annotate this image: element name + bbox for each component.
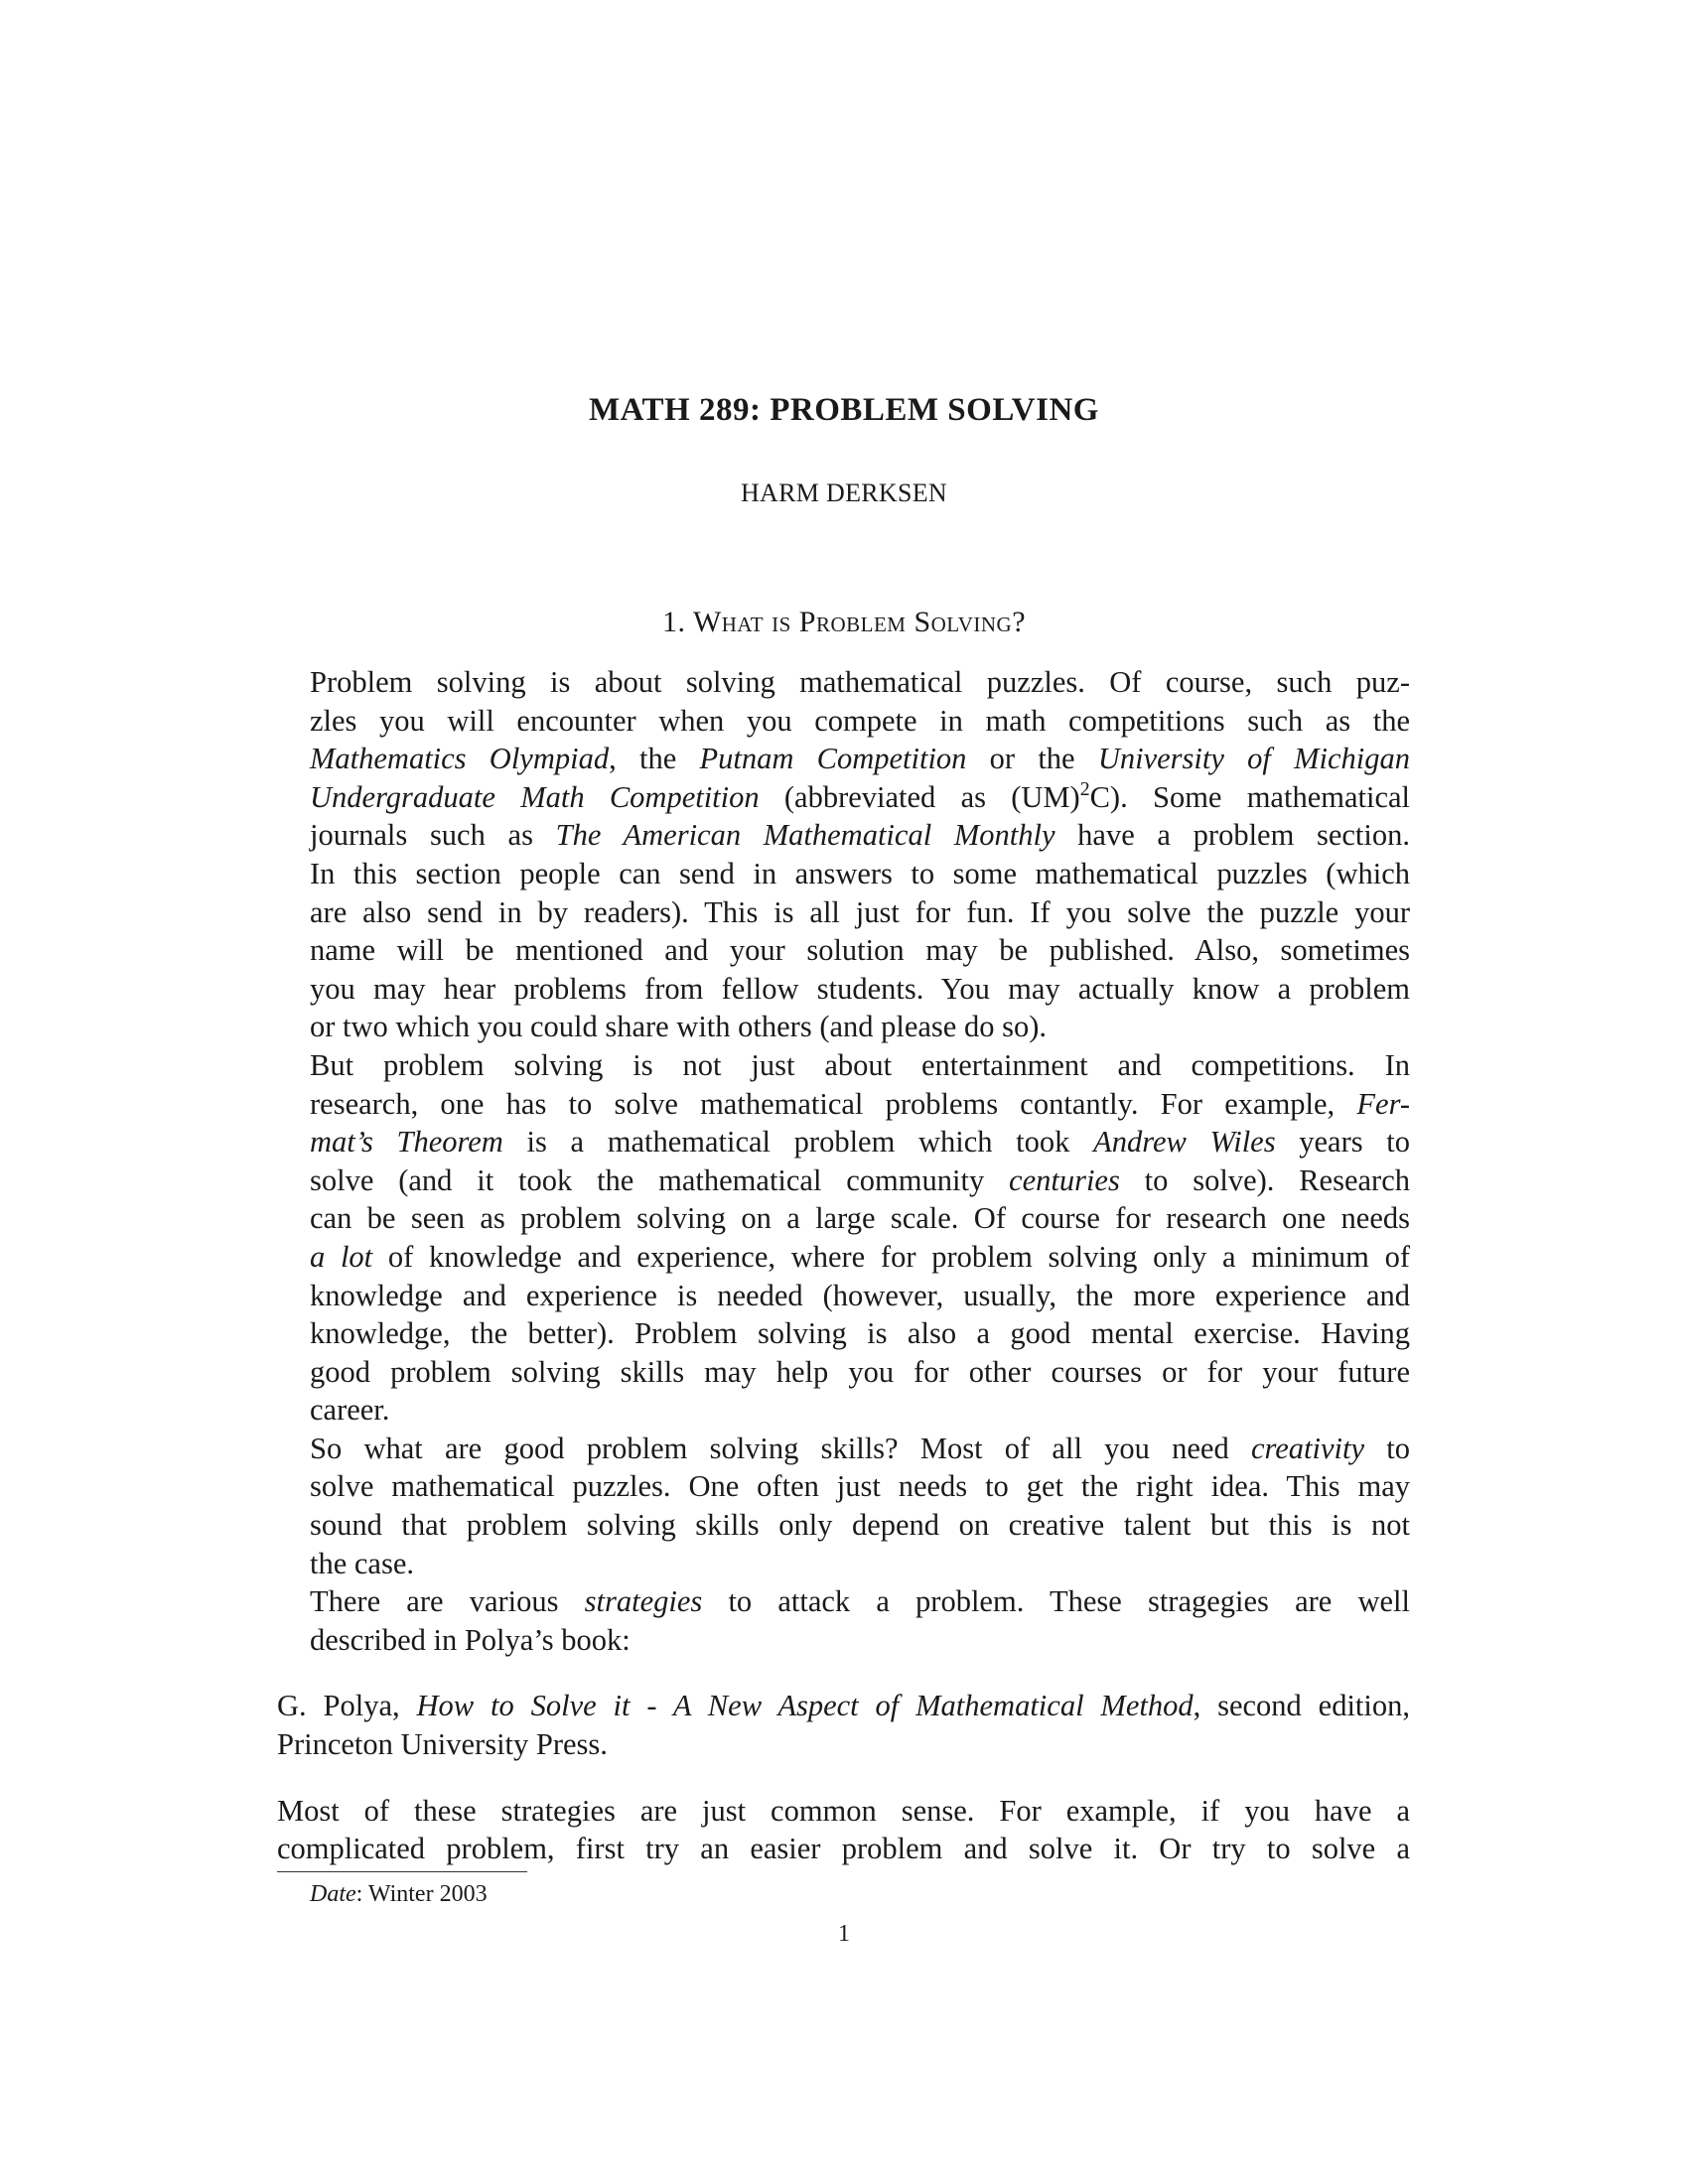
body-text bbox=[277, 663, 1410, 1868]
document-title: MATH 289: PROBLEM SOLVING bbox=[589, 392, 1099, 428]
text-line: Problem solving is about solving mathematical puzzles. Of course, such puz- bbox=[310, 665, 1410, 699]
text-line: can be seen as problem solving on a large scale. Of course for research one needs bbox=[310, 1201, 1410, 1236]
text-run: , second edition, bbox=[1193, 1689, 1411, 1723]
text-run: have a problem section. bbox=[1055, 818, 1410, 853]
text-line: zles you will encounter when you compete in math competitions such as the bbox=[310, 703, 1410, 738]
text-run: There are various bbox=[310, 1584, 585, 1619]
text-line: the case. bbox=[310, 1546, 414, 1580]
footnote bbox=[310, 1881, 488, 1908]
text-line: Most of these strategies are just common sense. For example, if you have a bbox=[277, 1793, 1410, 1828]
text-line bbox=[277, 1238, 1410, 1277]
text-run: solve (and it took the mathematical community bbox=[310, 1162, 1010, 1197]
text-line: But problem solving is not just about entertainment and competitions. In bbox=[310, 1047, 1410, 1082]
text-run: research, one has to solve mathematical problems contantly. For example, bbox=[310, 1086, 1357, 1121]
text-line bbox=[277, 778, 1410, 817]
emphasis: Fer- bbox=[1356, 1086, 1410, 1121]
text-line: name will be mentioned and your solution may be published. Also, sometimes bbox=[310, 933, 1410, 968]
text-run: to bbox=[1364, 1431, 1410, 1465]
document-author: HARM DERKSEN bbox=[740, 478, 947, 507]
text-run: years to bbox=[1275, 1125, 1410, 1160]
text-line: In this section people can send in answers to some mathematical puzzles (which bbox=[310, 856, 1410, 890]
text-line: good problem solving skills may help you for other courses or for your future bbox=[310, 1354, 1410, 1389]
text-line bbox=[277, 1123, 1410, 1161]
paragraph-2 bbox=[277, 1046, 1410, 1430]
text-run: is a mathematical problem which took bbox=[502, 1125, 1094, 1160]
emphasis: Putnam Competition bbox=[699, 742, 967, 776]
emphasis: mat’s Theorem bbox=[310, 1125, 503, 1160]
text-run: C). Some mathematical bbox=[1089, 779, 1410, 814]
reference bbox=[277, 1687, 1410, 1763]
section-heading: 1. What is Problem Solving? bbox=[661, 606, 1027, 638]
footnote-label: Date bbox=[310, 1881, 356, 1907]
paragraph-3 bbox=[277, 1430, 1410, 1582]
text-line bbox=[277, 1161, 1410, 1200]
text-run: or the bbox=[966, 742, 1098, 776]
text-run: So what are good problem solving skills? Most of all you need bbox=[310, 1431, 1251, 1465]
text-line: described in Polya’s book: bbox=[310, 1622, 631, 1657]
text-run: to attack a problem. These stragegies are well bbox=[702, 1584, 1410, 1619]
book-title: How to Solve it - A New Aspect of Mathematical Method bbox=[416, 1689, 1194, 1723]
emphasis: creativity bbox=[1250, 1431, 1365, 1465]
text-line: you may hear problems from fellow students. You may actually know a problem bbox=[310, 971, 1410, 1006]
footnote-rule bbox=[277, 1871, 527, 1872]
text-line: are also send in by readers). This is all just for fun. If you solve the puzzle your bbox=[310, 894, 1410, 929]
text-line: Princeton University Press. bbox=[277, 1727, 608, 1762]
superscript: 2 bbox=[1079, 777, 1090, 800]
emphasis: Andrew Wiles bbox=[1093, 1125, 1276, 1160]
text-line: solve mathematical puzzles. One often just needs to get the right idea. This may bbox=[310, 1469, 1410, 1504]
emphasis: centuries bbox=[1009, 1162, 1120, 1197]
text-run: (abbreviated as (UM) bbox=[759, 779, 1080, 814]
text-run: of knowledge and experience, where for problem solving only a minimum of bbox=[372, 1239, 1411, 1274]
emphasis: Undergraduate Math Competition bbox=[310, 779, 760, 814]
text-line: knowledge and experience is needed (however, usually, the more experience and bbox=[310, 1278, 1410, 1312]
emphasis: The American Mathematical Monthly bbox=[555, 818, 1055, 853]
paragraph-5 bbox=[277, 1792, 1410, 1868]
emphasis: strategies bbox=[584, 1584, 703, 1619]
text-line bbox=[277, 1430, 1410, 1468]
paragraph-1 bbox=[277, 663, 1410, 1046]
text-run: to solve). Research bbox=[1119, 1162, 1410, 1197]
text-line bbox=[277, 1687, 1410, 1725]
emphasis: University of Michigan bbox=[1097, 742, 1411, 776]
text-line: knowledge, the better). Problem solving is also a good mental exercise. Having bbox=[310, 1316, 1410, 1351]
paragraph-4 bbox=[277, 1582, 1410, 1659]
text-line: sound that problem solving skills only depend on creative talent but this is not bbox=[310, 1508, 1410, 1543]
text-line bbox=[277, 1085, 1410, 1124]
text-line bbox=[277, 816, 1410, 855]
emphasis: a lot bbox=[310, 1239, 373, 1274]
text-line bbox=[277, 1582, 1410, 1621]
text-line: career. bbox=[310, 1393, 390, 1428]
footnote-text: : Winter 2003 bbox=[355, 1881, 488, 1907]
text-run: journals such as bbox=[310, 818, 556, 853]
text-run: , the bbox=[609, 742, 700, 776]
text-line: or two which you could share with others (and please do so). bbox=[310, 1010, 1047, 1044]
text-line bbox=[277, 740, 1410, 778]
text-run: G. Polya, bbox=[277, 1689, 417, 1723]
page-number: 1 bbox=[838, 1921, 850, 1947]
emphasis: Mathematics Olympiad bbox=[310, 742, 610, 776]
text-line: complicated problem, first try an easier problem and solve it. Or try to solve a bbox=[277, 1832, 1410, 1866]
